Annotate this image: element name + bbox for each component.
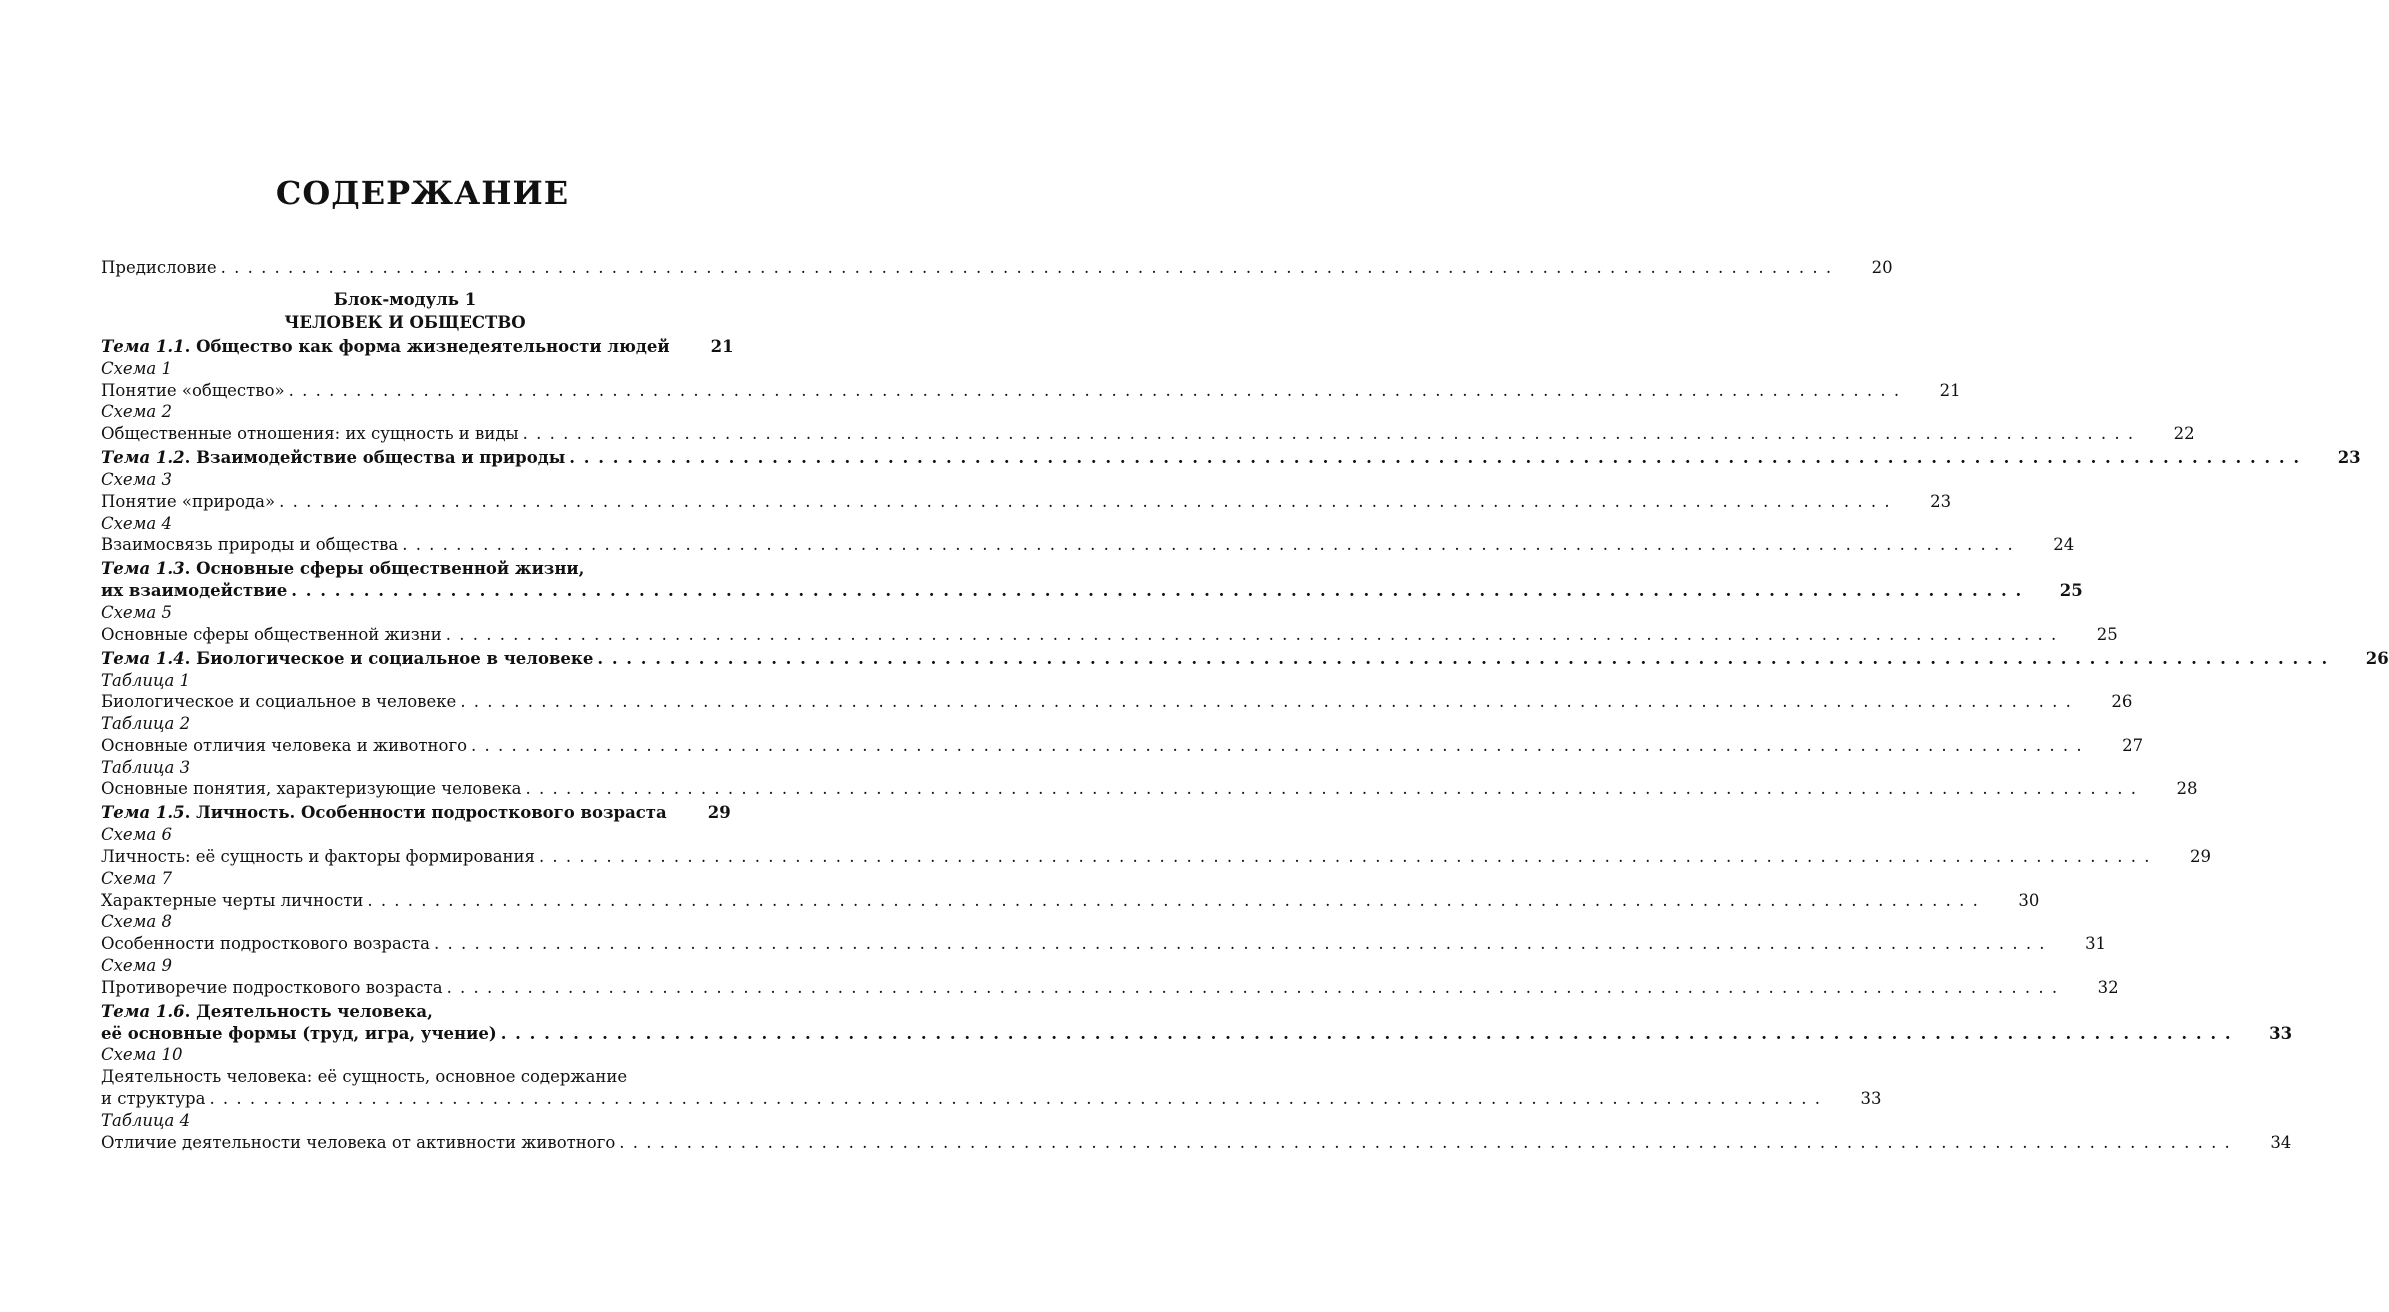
page-number: 26 <box>2365 648 2389 668</box>
topic-title: . Общество как форма жизнедеятельности людей <box>184 336 670 356</box>
page-number: 29 <box>2189 847 2211 867</box>
entry-text: Деятельность человека: её сущность, основное содержание <box>101 1067 628 1087</box>
leader-dots: . . . . . . . . . . . . . . . . . . . . . . . . . . . . . . . . . . . . . . . . . . . . . . . . . . . . . . . . . . . . . . . . . . . . . . . . . . . . . . . . . . . . . . . . . . . . . . . . . . . . . . . . . . . . . . . . . . . . . . . . <box>209 1089 1822 1109</box>
entry-text: Понятие «природа» <box>101 491 276 511</box>
page-title: СОДЕРЖАНИЕ <box>275 174 570 212</box>
leader-dots: . . . . . . . . . . . . . . . . . . . . . . . . . . . . . . . . . . . . . . . . . . . . . . . . . . . . . . . . . . . . . . . . . . . . . . . . . . . . . . . . . . . . . . . . . . . . . . . . . . . . . . . . . . . . . . . . . . . . . . . . <box>446 977 2059 997</box>
entry-text: Биологическое и социальное в человеке <box>101 692 457 712</box>
page-number: 33 <box>2269 1023 2293 1043</box>
scheme-label: Схема 1 <box>101 358 172 378</box>
page-number: 22 <box>2173 424 2195 444</box>
topic-title: их взаимодействие <box>101 581 288 601</box>
page-number: 30 <box>2018 890 2040 910</box>
entry-text: Общественные отношения: их сущность и виды <box>101 424 519 444</box>
toc-entry[interactable] <box>101 1066 709 1088</box>
entry-text: Основные отличия человека и животного <box>101 735 468 755</box>
leader-dots: . . . . . . . . . . . . . . . . . . . . . . . . . . . . . . . . . . . . . . . . . . . . . . . . . . . . . . . . . . . . . . . . . . . . . . . . . . . . . . . . . . . . . . . . . . . . . . . . . . . . . . . . . . . . . . . . . . . . . . . . <box>291 581 2023 601</box>
toc-topic-1-3[interactable] <box>101 558 709 580</box>
scheme-label: Схема 2 <box>101 402 172 422</box>
page-number: 25 <box>2096 624 2118 644</box>
page-number: 32 <box>2097 977 2119 997</box>
toc-entry[interactable] <box>101 735 2144 757</box>
entry-text: Основные понятия, характеризующие человека <box>101 779 522 799</box>
topic-title: . Личность. Особенности подросткового возраста <box>184 803 667 823</box>
leader-dots: . . . . . . . . . . . . . . . . . . . . . . . . . . . . . . . . . . . . . . . . . . . . . . . . . . . . . . . . . . . . . . . . . . . . . . . . . . . . . . . . . . . . . . . . . . . . . . . . . . . . . . . . . . . . . . . . . . . . . . . . <box>471 735 2084 755</box>
entry-text: Понятие «общество» <box>101 380 285 400</box>
toc-topic-1-5[interactable] <box>101 802 731 824</box>
leader-dots: . . . . . . . . . . . . . . . . . . . . . . . . . . . . . . . . . . . . . . . . . . . . . . . . . . . . . . . . . . . . . . . . . . . . . . . . . . . . . . . . . . . . . . . . . . . . . . . . . . . . . . . . . . . . . . . . . . . . . . . . <box>569 448 2301 468</box>
entry-text: Отличие деятельности человека от активности животного <box>101 1132 616 1152</box>
page-number: 34 <box>2270 1132 2292 1152</box>
table-label: Таблица 1 <box>101 670 191 690</box>
page-number: 31 <box>2085 934 2107 954</box>
leader-dots: . . . . . . . . . . . . . . . . . . . . . . . . . . . . . . . . . . . . . . . . . . . . . . . . . . . . . . . . . . . . . . . . . . . . . . . . . . . . . . . . . . . . . . . . . . . . . . . . . . . . . . . . . . . . . . . . . . . . . . . . <box>367 890 1980 910</box>
page-number: 28 <box>2176 779 2198 799</box>
topic-prefix: Тема 1.2 <box>101 448 185 468</box>
entry-text: Противоречие подросткового возраста <box>101 977 443 997</box>
toc-entry[interactable] <box>101 933 2107 955</box>
topic-title: . Взаимодействие общества и природы <box>184 448 566 468</box>
topic-title: её основные формы (труд, игра, учение) <box>101 1023 497 1043</box>
toc-entry[interactable] <box>101 1132 2292 1154</box>
leader-dots: . . . . . . . . . . . . . . . . . . . . . . . . . . . . . . . . . . . . . . . . . . . . . . . . . . . . . . . . . . . . . . . . . . . . . . . . . . . . . . . . . . . . . . . . . . . . . . . . . . . . . . . . . . . . . . . . . . . . . . . . <box>522 424 2135 444</box>
scheme-label: Схема 9 <box>101 956 172 976</box>
scheme-label: Схема 7 <box>101 868 172 888</box>
page-number: 24 <box>2053 535 2075 555</box>
page-number: 23 <box>2337 448 2361 468</box>
leader-dots: . . . . . . . . . . . . . . . . . . . . . . . . . . . . . . . . . . . . . . . . . . . . . . . . . . . . . . . . . . . . . . . . . . . . . . . . . . . . . . . . . . . . . . . . . . . . . . . . . . . . . . . . . . . . . . . . . . . . . . . . <box>220 258 1833 277</box>
toc-entry-preface[interactable] <box>101 257 1893 279</box>
entry-text: Предисловие <box>101 258 217 277</box>
scheme-label: Схема 3 <box>101 469 172 489</box>
page-number: 20 <box>1871 258 1893 277</box>
toc-topic-1-3-cont[interactable] <box>101 580 2083 602</box>
page-number: 21 <box>1939 380 1961 400</box>
topic-prefix: Тема 1.6 <box>101 1001 185 1021</box>
table-label: Таблица 2 <box>101 714 191 734</box>
table-label: Таблица 4 <box>101 1110 191 1130</box>
toc-entry[interactable] <box>101 423 2195 445</box>
leader-dots: . . . . . . . . . . . . . . . . . . . . . . . . . . . . . . . . . . . . . . . . . . . . . . . . . . . . . . . . . . . . . . . . . . . . . . . . . . . . . . . . . . . . . . . . . . . . . . . . . . . . . . . . . . . . . . . . . . . . . . . . <box>460 692 2073 712</box>
entry-text: и структура <box>101 1089 206 1109</box>
page-number: 29 <box>707 803 731 823</box>
leader-dots: . . . . . . . . . . . . . . . . . . . . . . . . . . . . . . . . . . . . . . . . . . . . . . . . . . . . . . . . . . . . . . . . . . . . . . . . . . . . . . . . . . . . . . . . . . . . . . . . . . . . . . . . . . . . . . . . . . . . . . . . <box>538 847 2151 867</box>
entry-text: Взаимосвязь природы и общества <box>101 535 399 555</box>
table-of-contents <box>101 257 2389 1153</box>
scheme-label: Схема 4 <box>101 513 172 533</box>
toc-entry[interactable] <box>101 846 2211 868</box>
scheme-label: Схема 8 <box>101 912 172 932</box>
page-number: 25 <box>2059 581 2083 601</box>
entry-text: Основные сферы общественной жизни <box>101 624 442 644</box>
topic-title: . Основные сферы общественной жизни, <box>184 559 585 579</box>
toc-topic-1-6[interactable] <box>101 1001 709 1023</box>
toc-entry[interactable] <box>101 380 1961 402</box>
toc-topic-1-4[interactable] <box>101 648 2389 670</box>
toc-entry[interactable] <box>101 778 2198 800</box>
topic-prefix: Тема 1.3 <box>101 559 185 579</box>
block-module-label: Блок-модуль 1 <box>333 289 477 309</box>
scheme-label: Схема 5 <box>101 602 172 622</box>
toc-entry[interactable] <box>101 534 2075 556</box>
leader-dots: . . . . . . . . . . . . . . . . . . . . . . . . . . . . . . . . . . . . . . . . . . . . . . . . . . . . . . . . . . . . . . . . . . . . . . . . . . . . . . . . . . . . . . . . . . . . . . . . . . . . . . . . . . . . . . . . . . . . . . . . <box>288 380 1901 400</box>
page-number: 26 <box>2111 692 2133 712</box>
toc-entry[interactable] <box>101 624 2118 646</box>
toc-entry[interactable] <box>101 890 2040 912</box>
topic-title: . Биологическое и социальное в человеке <box>184 648 594 668</box>
leader-dots: . . . . . . . . . . . . . . . . . . . . . . . . . . . . . . . . . . . . . . . . . . . . . . . . . . . . . . . . . . . . . . . . . . . . . . . . . . . . . . . . . . . . . . . . . . . . . . . . . . . . . . . . . . . . . . . . . . . . . . . . <box>500 1023 2233 1043</box>
scheme-label: Схема 10 <box>101 1045 183 1065</box>
topic-prefix: Тема 1.1 <box>101 336 185 356</box>
block-module-title: ЧЕЛОВЕК И ОБЩЕСТВО <box>284 312 526 332</box>
entry-text: Особенности подросткового возраста <box>101 934 431 954</box>
leader-dots: . . . . . . . . . . . . . . . . . . . . . . . . . . . . . . . . . . . . . . . . . . . . . . . . . . . . . . . . . . . . . . . . . . . . . . . . . . . . . . . . . . . . . . . . . . . . . . . . . . . . . . . . . . . . . . . . . . . . . . . . <box>619 1132 2232 1152</box>
leader-dots: . . . . . . . . . . . . . . . . . . . . . . . . . . . . . . . . . . . . . . . . . . . . . . . . . . . . . . . . . . . . . . . . . . . . . . . . . . . . . . . . . . . . . . . . . . . . . . . . . . . . . . . . . . . . . . . . . . . . . . . . <box>597 648 2329 668</box>
table-label: Таблица 3 <box>101 757 191 777</box>
toc-entry[interactable] <box>101 977 2119 999</box>
leader-dots: . . . . . . . . . . . . . . . . . . . . . . . . . . . . . . . . . . . . . . . . . . . . . . . . . . . . . . . . . . . . . . . . . . . . . . . . . . . . . . . . . . . . . . . . . . . . . . . . . . . . . . . . . . . . . . . . . . . . . . . . <box>279 491 1892 511</box>
topic-prefix: Тема 1.4 <box>101 648 185 668</box>
topic-title: . Деятельность человека, <box>184 1001 433 1021</box>
toc-topic-1-2[interactable] <box>101 447 2361 469</box>
leader-dots: . . . . . . . . . . . . . . . . . . . . . . . . . . . . . . . . . . . . . . . . . . . . . . . . . . . . . . . . . . . . . . . . . . . . . . . . . . . . . . . . . . . . . . . . . . . . . . . . . . . . . . . . . . . . . . . . . . . . . . . . <box>434 934 2047 954</box>
leader-dots: . . . . . . . . . . . . . . . . . . . . . . . . . . . . . . . . . . . . . . . . . . . . . . . . . . . . . . . . . . . . . . . . . . . . . . . . . . . . . . . . . . . . . . . . . . . . . . . . . . . . . . . . . . . . . . . . . . . . . . . . <box>402 535 2015 555</box>
entry-text: Характерные черты личности <box>101 890 364 910</box>
page-number: 27 <box>2122 735 2144 755</box>
leader-dots: . . . . . . . . . . . . . . . . . . . . . . . . . . . . . . . . . . . . . . . . . . . . . . . . . . . . . . . . . . . . . . . . . . . . . . . . . . . . . . . . . . . . . . . . . . . . . . . . . . . . . . . . . . . . . . . . . . . . . . . . <box>445 624 2058 644</box>
entry-text: Личность: её сущность и факторы формирования <box>101 847 535 867</box>
page-number: 33 <box>1860 1089 1882 1109</box>
page-number: 21 <box>710 336 734 356</box>
topic-prefix: Тема 1.5 <box>101 803 185 823</box>
toc-entry[interactable] <box>101 491 1952 513</box>
scheme-label: Схема 6 <box>101 825 172 845</box>
leader-dots: . . . . . . . . . . . . . . . . . . . . . . . . . . . . . . . . . . . . . . . . . . . . . . . . . . . . . . . . . . . . . . . . . . . . . . . . . . . . . . . . . . . . . . . . . . . . . . . . . . . . . . . . . . . . . . . . . . . . . . . . <box>525 779 2138 799</box>
toc-topic-1-1[interactable] <box>101 336 734 358</box>
page-number: 23 <box>1930 491 1952 511</box>
toc-entry[interactable] <box>101 1088 1882 1110</box>
toc-topic-1-6-cont[interactable] <box>101 1023 2293 1045</box>
toc-entry[interactable] <box>101 691 2133 713</box>
